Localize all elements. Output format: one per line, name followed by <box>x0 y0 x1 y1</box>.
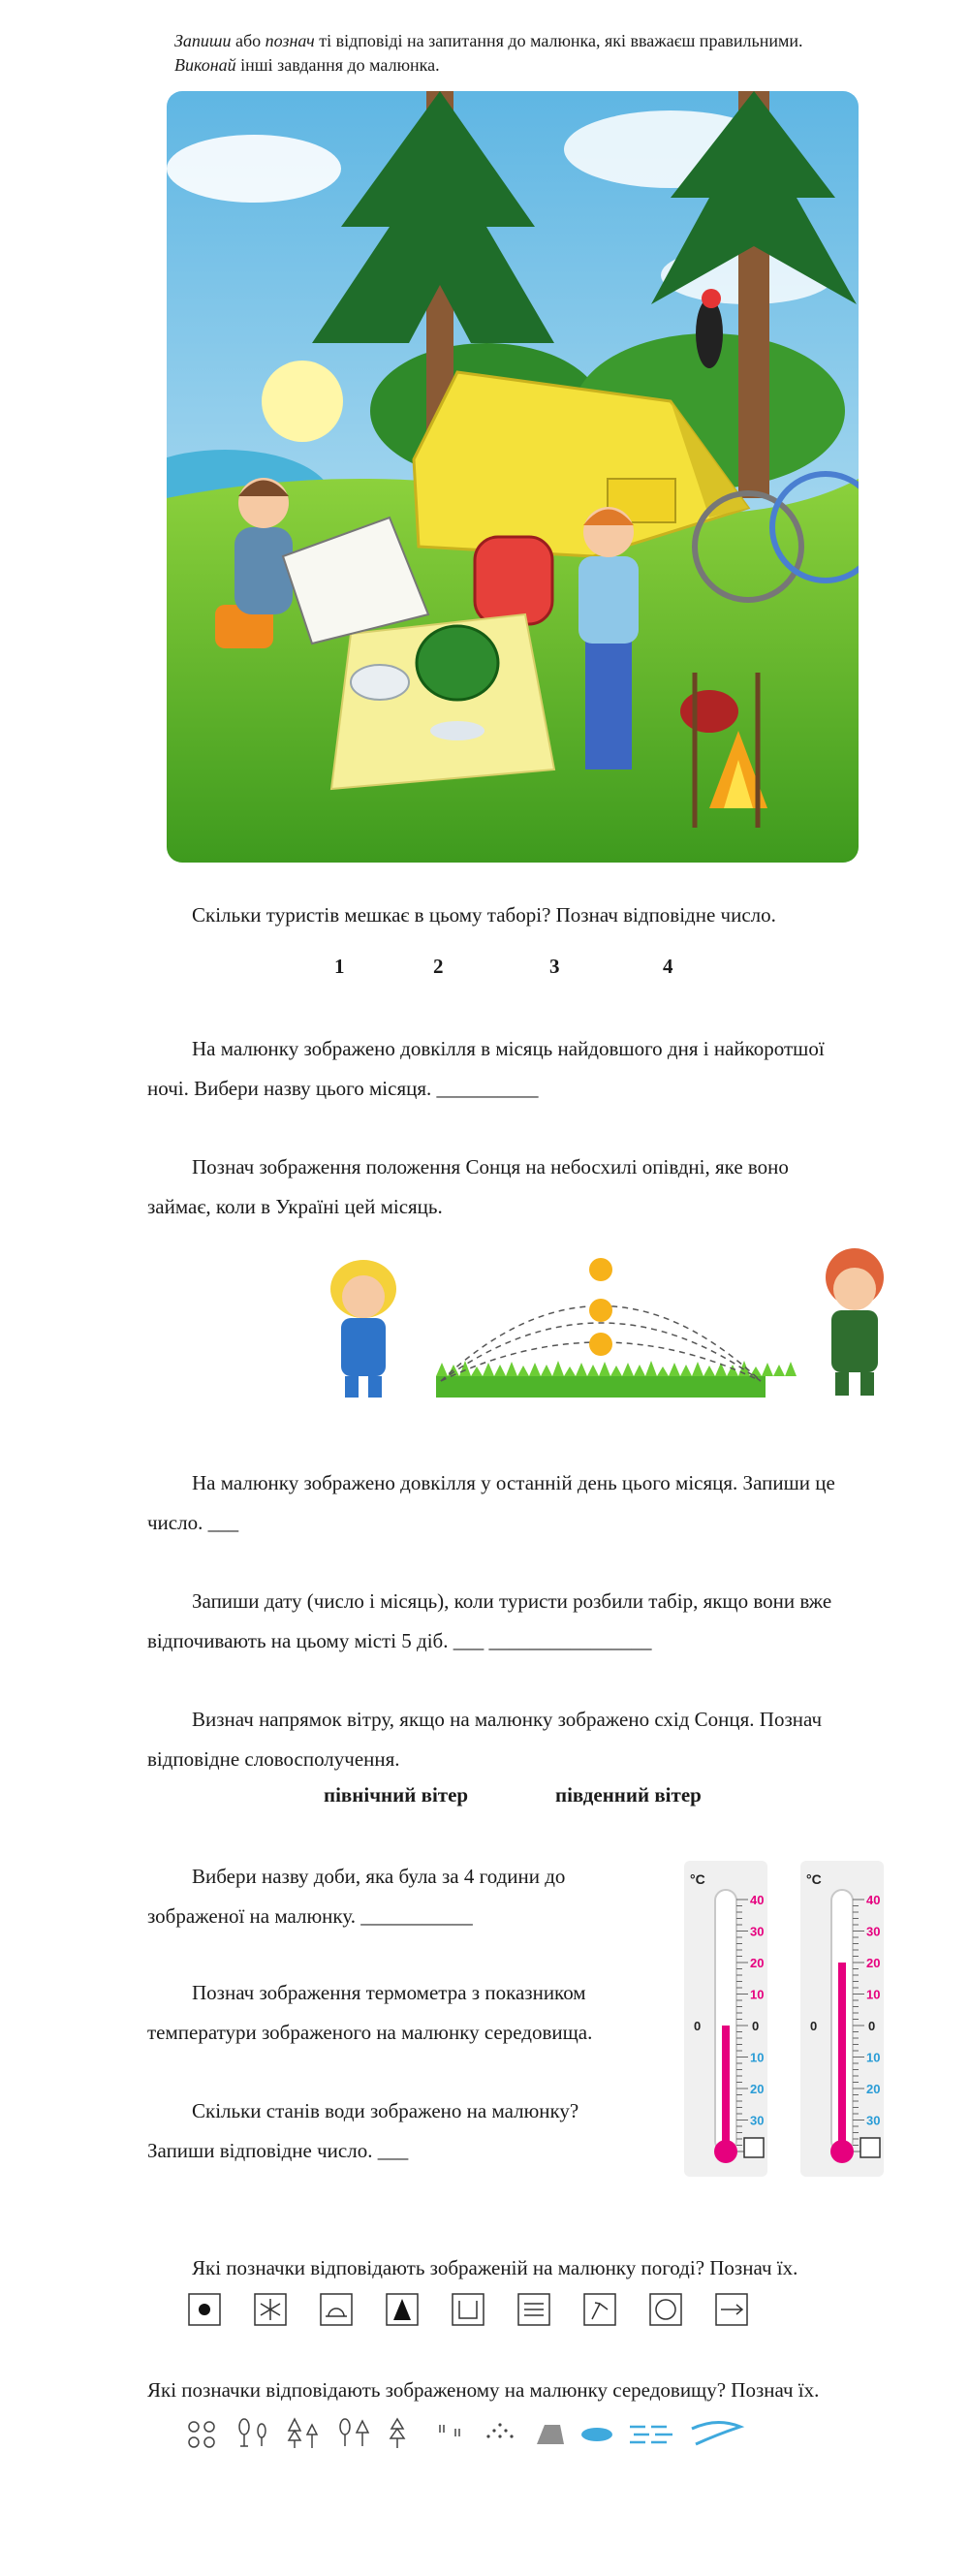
weather-symbols-row <box>188 2293 760 2332</box>
question-weather-signs: Які позначки відповідають зображеній на малюнку погоді? Познач їх. <box>192 2256 798 2279</box>
sun-icon-middle <box>589 1299 612 1322</box>
thermometer-unit-label: °C <box>690 1871 705 1887</box>
weather-symbol-snowflake[interactable] <box>254 2293 287 2331</box>
weather-symbol-fog[interactable] <box>517 2293 550 2331</box>
question-time-of-day-line1: Вибери назву доби, яка була за 4 години до <box>192 1865 566 1888</box>
camp-scene-drawing <box>167 91 859 863</box>
option-number-2[interactable]: 2 <box>433 955 444 978</box>
thermometer-zero-label-right: 0 <box>868 2019 876 2033</box>
camp-illustration <box>167 91 859 863</box>
thermometer-tick-label: 30 <box>750 2113 765 2128</box>
question-month-line2: ночі. Вибери назву цього місяця. __________ <box>147 1077 539 1100</box>
weather-symbol-triangle[interactable] <box>386 2293 419 2331</box>
thermometer-right[interactable] <box>800 1861 884 2177</box>
weather-symbol-overcast[interactable] <box>649 2293 682 2331</box>
question-sun-position-line1: Познач зображення положення Сонця на небосхилі опівдні, яке воно <box>192 1155 789 1178</box>
thermometer-zero-label-right: 0 <box>752 2019 760 2033</box>
question-wind-line1: Визнач напрямок вітру, якщо на малюнку зображено схід Сонця. Познач <box>192 1708 823 1731</box>
weather-symbol-clear[interactable] <box>188 2293 221 2331</box>
boy-character-icon <box>826 1248 884 1396</box>
map-symbol-sand[interactable] <box>481 2415 519 2459</box>
question-last-day-line2: число. ___ <box>147 1511 239 1534</box>
thermometer-tick-label: 30 <box>750 1924 765 1939</box>
map-symbol-coniferous-tree[interactable] <box>386 2415 424 2459</box>
question-thermometer-line1: Познач зображення термометра з показником <box>192 1981 586 2004</box>
girl-character-icon <box>330 1260 396 1398</box>
thermometer-drawing <box>800 1861 884 2177</box>
option-north-wind[interactable]: північний вітер <box>324 1783 469 1806</box>
map-symbol-swamp[interactable] <box>626 2415 680 2459</box>
thermometer-mercury-column <box>838 1963 846 2152</box>
thermometer-tick-label: 0 <box>810 2019 818 2033</box>
thermometer-tick-label: 10 <box>866 1987 881 2002</box>
map-symbol-mixed-forest[interactable] <box>335 2415 374 2459</box>
weather-symbol-thunder[interactable] <box>583 2293 616 2331</box>
sun-icon-low <box>589 1333 612 1356</box>
map-symbol-lake[interactable] <box>578 2415 616 2459</box>
thermometer-tick-label: 20 <box>750 2082 765 2096</box>
thermometer-tick-label: 30 <box>866 2113 881 2128</box>
thermometer-tick-label: 20 <box>750 1956 765 1970</box>
question-last-day-line1: На малюнку зображено довкілля у останній день цього місяця. Запиши це <box>192 1471 835 1494</box>
instruction-text: Запиши або познач ті відповіді на запитання до малюнка, які вважаєш правильними. Виконай інші завдання до малюнка. <box>174 31 803 75</box>
thermometer-tick-label: 40 <box>866 1893 881 1907</box>
thermometer-bulb <box>830 2140 854 2163</box>
question-water-states-line1: Скільки станів води зображено на малюнку? <box>192 2099 579 2122</box>
question-environment-signs: Які позначки відповідають зображеному на малюнку середовищу? Познач їх. <box>147 2378 820 2402</box>
thermometer-tick-label: 10 <box>750 1987 765 2002</box>
thermometer-tick-label: 40 <box>750 1893 765 1907</box>
thermometer-checkbox <box>744 2138 764 2157</box>
question-tourists-count: Скільки туристів мешкає в цьому таборі? Познач відповідне число. <box>192 903 776 927</box>
question-camp-date-line2: відпочивають на цьому місті 5 діб. ___ ________________ <box>147 1629 652 1652</box>
thermometer-unit-label: °C <box>806 1871 822 1887</box>
map-symbol-deciduous-forest[interactable] <box>234 2415 273 2459</box>
map-symbol-meadow[interactable] <box>432 2415 471 2459</box>
map-symbol-cliff[interactable] <box>531 2415 570 2459</box>
sun-arcs-illustration <box>320 1241 921 1415</box>
thermometer-tick-label: 0 <box>694 2019 702 2033</box>
thermometer-checkbox <box>860 2138 880 2157</box>
option-number-1[interactable]: 1 <box>334 955 345 978</box>
option-number-4[interactable]: 4 <box>663 955 673 978</box>
weather-symbol-partly-cloudy[interactable] <box>320 2293 353 2331</box>
thermometer-drawing <box>684 1861 767 2177</box>
question-wind-line2: відповідне словосполучення. <box>147 1747 400 1771</box>
weather-symbol-wind-arrow[interactable] <box>715 2293 748 2331</box>
question-time-of-day-line2: зображеної на малюнку. ___________ <box>147 1904 473 1928</box>
thermometer-tick-label: 10 <box>750 2050 765 2065</box>
thermometer-tick-label: 10 <box>866 2050 881 2065</box>
question-month-line1: На малюнку зображено довкілля в місяць найдовшого дня і найкоротшої <box>192 1037 825 1060</box>
thermometer-tick-label: 20 <box>866 1956 881 1970</box>
question-water-states-line2: Запиши відповідне число. ___ <box>147 2139 409 2162</box>
map-symbol-coniferous-forest[interactable] <box>285 2415 324 2459</box>
thermometer-left[interactable] <box>684 1861 767 2177</box>
option-south-wind[interactable]: південний вітер <box>555 1783 702 1806</box>
map-symbol-shrubs[interactable] <box>184 2415 223 2459</box>
question-thermometer-line2: температури зображеного на малюнку середовища. <box>147 2021 593 2044</box>
map-symbol-river[interactable] <box>688 2415 746 2459</box>
thermometer-tick-label: 20 <box>866 2082 881 2096</box>
question-camp-date-line1: Запиши дату (число і місяць), коли туристи розбили табір, якщо вони вже <box>192 1589 832 1613</box>
option-number-3[interactable]: 3 <box>549 955 560 978</box>
thermometer-mercury-column <box>722 2026 730 2152</box>
thermometer-bulb <box>714 2140 737 2163</box>
weather-symbol-bracket[interactable] <box>452 2293 484 2331</box>
thermometer-tick-label: 30 <box>866 1924 881 1939</box>
question-sun-position-line2: займає, коли в Україні цей місяць. <box>147 1195 443 1218</box>
environment-symbols-row <box>184 2415 775 2462</box>
sun-icon-high <box>589 1258 612 1281</box>
